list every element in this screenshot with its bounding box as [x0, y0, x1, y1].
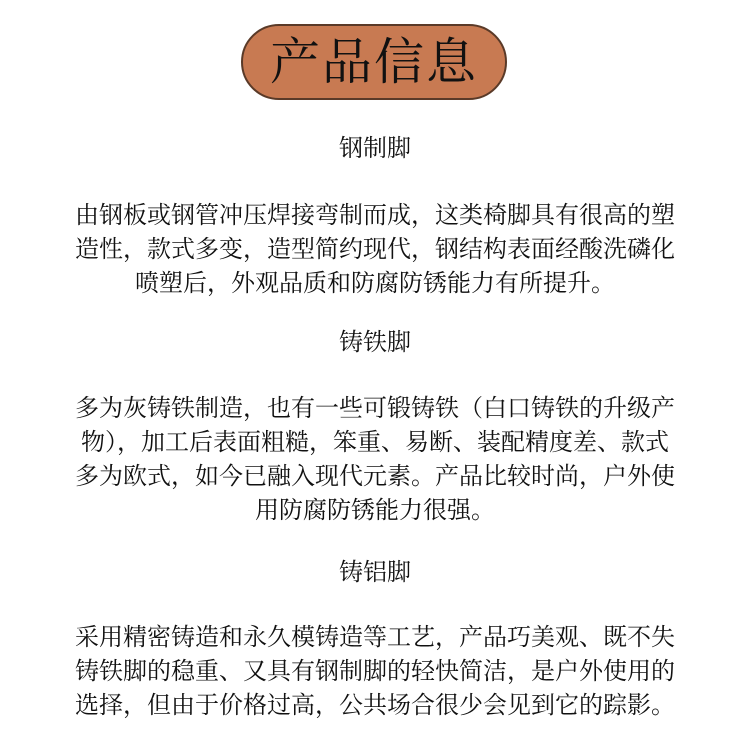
section-heading-cast-iron: 铸铁脚 [339, 328, 411, 356]
title-badge [241, 24, 507, 100]
section-heading-cast-aluminum: 铸铝脚 [339, 558, 411, 586]
section-body-steel [0, 198, 750, 300]
body-line: 喷塑后，外观品质和防腐防锈能力有所提升。 [135, 269, 615, 297]
body-line: 用防腐防锈能力很强。 [255, 496, 495, 524]
body-line: 多为欧式，如今已融入现代元素。产品比较时尚，户外使 [75, 462, 675, 490]
section-heading-steel: 钢制脚 [339, 134, 411, 162]
section-body-cast-iron [0, 391, 750, 527]
body-line: 选择，但由于价格过高，公共场合很少会见到它的踪影。 [75, 691, 675, 719]
body-line: 造性，款式多变，造型简约现代，钢结构表面经酸洗磷化 [75, 235, 675, 263]
body-line: 采用精密铸造和永久模铸造等工艺，产品巧美观、既不失 [75, 623, 675, 651]
body-line: 铸铁脚的稳重、又具有钢制脚的轻快简洁，是户外使用的 [75, 657, 675, 685]
page-title: 产品信息 [270, 33, 478, 91]
body-line: 由钢板或钢管冲压焊接弯制而成，这类椅脚具有很高的塑 [75, 201, 675, 229]
section-body-cast-aluminum [0, 620, 750, 722]
body-line: 多为灰铸铁制造，也有一些可锻铸铁（白口铸铁的升级产 [75, 394, 675, 422]
body-line: 物），加工后表面粗糙，笨重、易断、装配精度差、款式 [81, 428, 669, 456]
